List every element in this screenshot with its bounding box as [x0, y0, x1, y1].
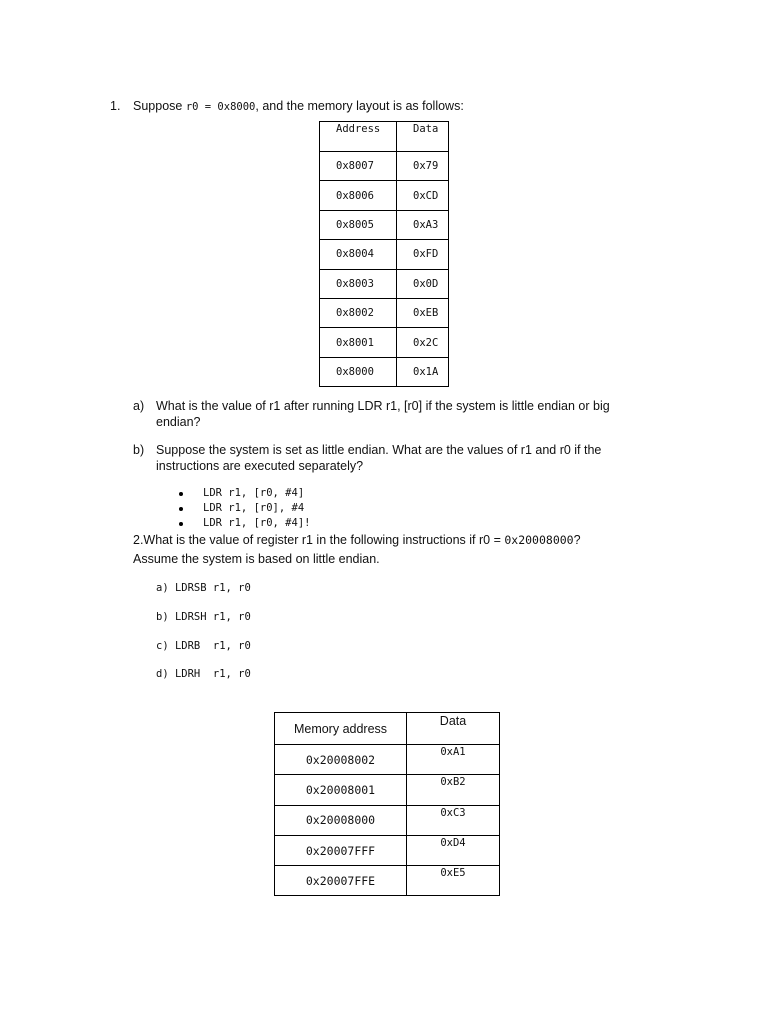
address-cell: 0x8006 — [320, 181, 397, 210]
q1a-text-line2: endian? — [156, 415, 201, 429]
data-cell: 0xA3 — [397, 210, 449, 239]
header-address: Address — [320, 122, 397, 152]
memory-table-1 — [319, 121, 449, 387]
table-row — [320, 152, 449, 181]
address-cell: 0x8007 — [320, 152, 397, 181]
data-cell: 0xCD — [397, 181, 449, 210]
bullet-icon — [179, 507, 183, 511]
table-row — [320, 240, 449, 269]
table-row — [320, 210, 449, 239]
address-cell: 0x8000 — [320, 357, 397, 386]
data-cell: 0x2C — [397, 328, 449, 357]
q1a-text-line1: What is the value of r1 after running LDR r1, [r0] if the system is little endian or big — [156, 399, 610, 413]
header-memory-address: Memory address — [275, 713, 407, 745]
q1-stem — [133, 98, 464, 115]
data-cell: 0xA1 — [407, 745, 500, 775]
address-cell: 0x8003 — [320, 269, 397, 298]
data-cell: 0x1A — [397, 357, 449, 386]
table-row — [320, 357, 449, 386]
q1b-label: b) — [133, 443, 145, 457]
q1-stem-code: r0 = 0x8000 — [185, 101, 256, 113]
q2-stem-text-end: ? — [573, 533, 581, 547]
header-data: Data — [407, 713, 500, 745]
data-cell: 0xFD — [397, 240, 449, 269]
q2-option-c: c) LDRB r1, r0 — [156, 640, 251, 652]
address-cell: 0x20008001 — [275, 775, 407, 805]
data-cell: 0x0D — [397, 269, 449, 298]
address-cell: 0x8002 — [320, 298, 397, 327]
instruction-item: LDR r1, [r0], #4 — [203, 502, 305, 514]
q1a-label: a) — [133, 399, 145, 413]
data-cell: 0xC3 — [407, 805, 500, 835]
q2-stem-text: 2.What is the value of register r1 in the following instructions if r0 = — [133, 533, 505, 547]
address-cell: 0x20007FFF — [275, 835, 407, 865]
table-row — [275, 805, 500, 835]
data-cell: 0xEB — [397, 298, 449, 327]
data-cell: 0x79 — [397, 152, 449, 181]
q2-option-a: a) LDRSB r1, r0 — [156, 582, 251, 594]
q1-number: 1. — [110, 99, 121, 113]
address-cell: 0x20008000 — [275, 805, 407, 835]
q2-stem-code: 0x20008000 — [504, 533, 574, 547]
q2-option-b: b) LDRSH r1, r0 — [156, 611, 251, 623]
q1-stem-text-end: , and the memory layout is as follows: — [255, 99, 464, 113]
address-cell: 0x8004 — [320, 240, 397, 269]
bullet-icon — [179, 492, 183, 496]
data-cell: 0xE5 — [407, 866, 500, 896]
table-row — [320, 298, 449, 327]
table-row — [275, 835, 500, 865]
q2-option-d: d) LDRH r1, r0 — [156, 668, 251, 680]
table-row — [320, 181, 449, 210]
instruction-item: LDR r1, [r0, #4]! — [203, 517, 311, 529]
table-row — [275, 775, 500, 805]
instruction-item: LDR r1, [r0, #4] — [203, 487, 305, 499]
table-row — [275, 866, 500, 896]
table-header-row — [320, 122, 449, 152]
q1b-text-line1: Suppose the system is set as little endian. What are the values of r1 and r0 if the — [156, 443, 602, 457]
address-cell: 0x8001 — [320, 328, 397, 357]
q1-stem-text: Suppose — [133, 99, 186, 113]
table-row — [320, 328, 449, 357]
address-cell: 0x20007FFE — [275, 866, 407, 896]
address-cell: 0x20008002 — [275, 745, 407, 775]
bullet-icon — [179, 522, 183, 526]
table-row — [320, 269, 449, 298]
table-row — [275, 745, 500, 775]
address-cell: 0x8005 — [320, 210, 397, 239]
data-cell: 0xD4 — [407, 835, 500, 865]
data-cell: 0xB2 — [407, 775, 500, 805]
header-data: Data — [397, 122, 449, 152]
table-header-row — [275, 713, 500, 745]
memory-table-2 — [274, 712, 500, 896]
q2-stem-line2: Assume the system is based on little endian. — [133, 552, 380, 566]
q2-stem-line1 — [133, 532, 581, 548]
q1b-text-line2: instructions are executed separately? — [156, 459, 364, 473]
